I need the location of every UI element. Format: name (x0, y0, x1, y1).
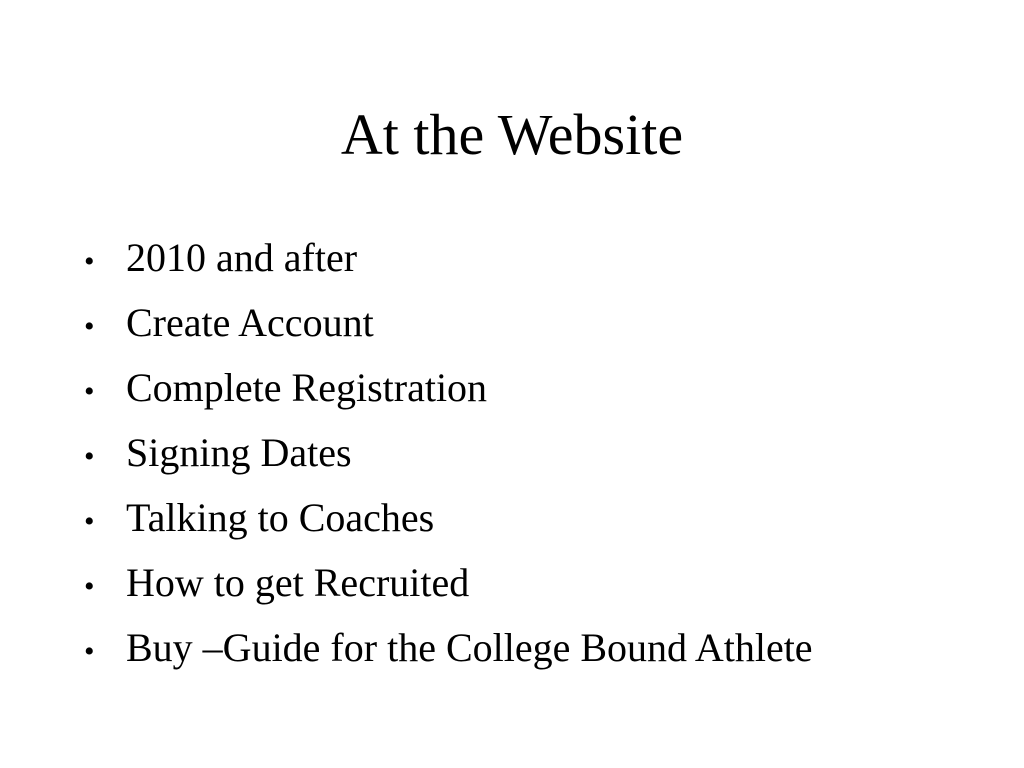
bullet-text: How to get Recruited (126, 560, 470, 605)
bullet-icon: • (84, 635, 95, 668)
slide-title: At the Website (340, 102, 684, 167)
bullet-icon: • (84, 440, 95, 473)
list-item (84, 488, 813, 553)
list-item (84, 228, 813, 293)
bullet-icon: • (84, 245, 95, 278)
list-item (84, 293, 813, 358)
bullet-text: Talking to Coaches (126, 495, 435, 540)
bullet-text: 2010 and after (126, 235, 358, 280)
list-item (84, 618, 813, 683)
bullet-list (84, 228, 813, 683)
bullet-icon: • (84, 310, 95, 343)
list-item (84, 553, 813, 618)
bullet-text: Buy –Guide for the College Bound Athlete (126, 625, 813, 670)
bullet-icon: • (84, 570, 95, 603)
bullet-text: Signing Dates (126, 430, 352, 475)
list-item (84, 358, 813, 423)
bullet-text: Complete Registration (126, 365, 488, 410)
bullet-icon: • (84, 505, 95, 538)
list-item (84, 423, 813, 488)
bullet-icon: • (84, 375, 95, 408)
bullet-text: Create Account (126, 300, 374, 345)
